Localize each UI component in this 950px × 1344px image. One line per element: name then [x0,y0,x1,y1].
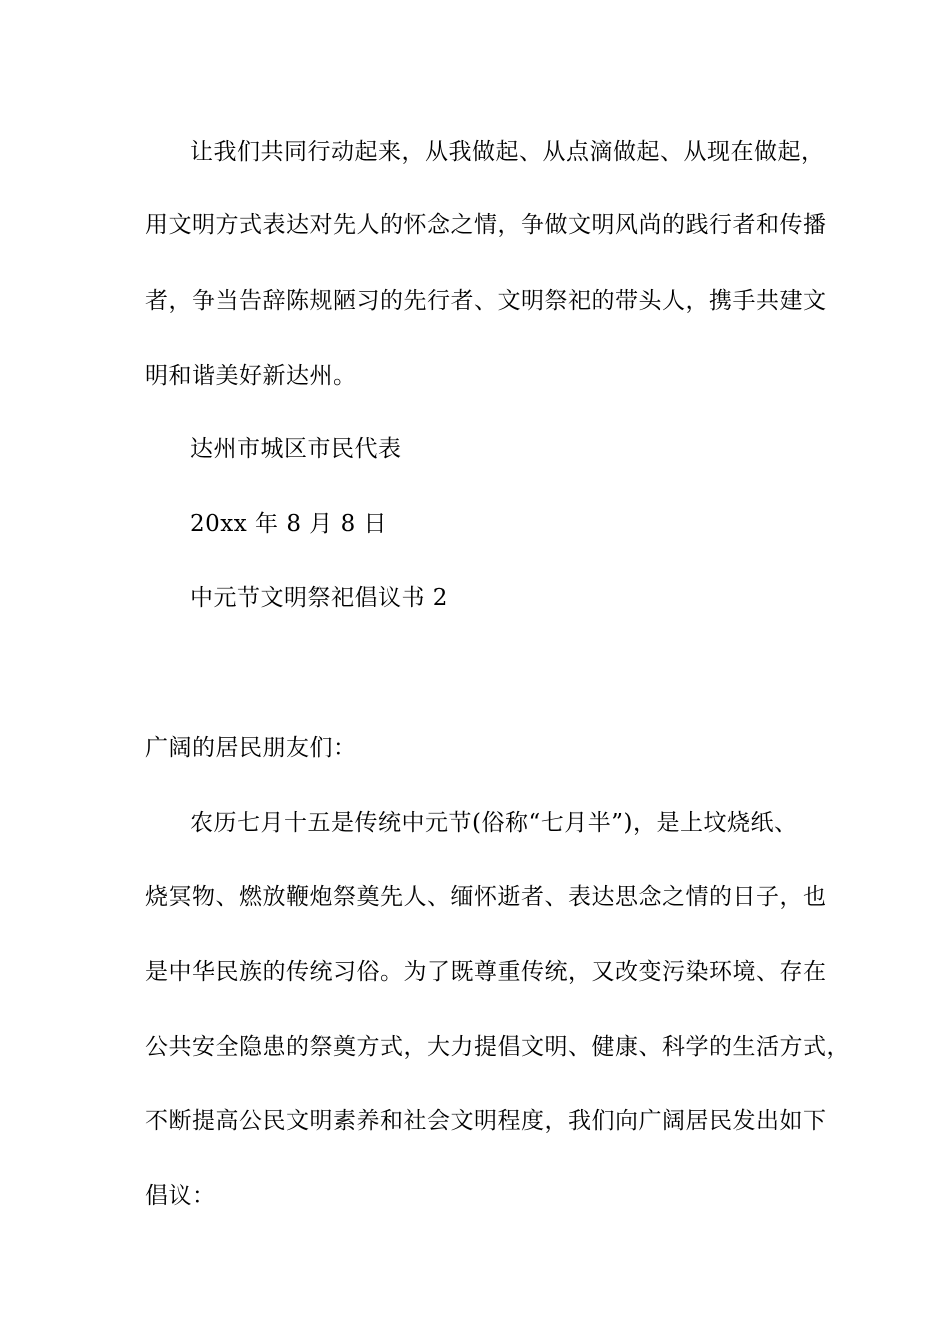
paragraph-line: 不断提高公民文明素养和社会文明程度，我们向广阔居民发出如下 [145,1108,827,1134]
paragraph-line: 明和谐美好新达州。 [145,363,357,389]
paragraph-line: 农历七月十五是传统中元节(俗称“七月半”)，是上坟烧纸、 [190,810,798,836]
date: 20xx 年 8 月 8 日 [190,511,388,537]
paragraph-line: 公共安全隐患的祭奠方式，大力提倡文明、健康、科学的生活方式， [145,1034,850,1060]
paragraph-line: 烧冥物、燃放鞭炮祭奠先人、缅怀逝者、表达思念之情的日子，也 [145,884,827,910]
paragraph-line: 让我们共同行动起来，从我做起、从点滴做起、从现在做起， [190,139,825,165]
salutation: 广阔的居民朋友们： [145,735,357,761]
paragraph-line: 者，争当告辞陈规陋习的先行者、文明祭祀的带头人，携手共建文 [145,288,827,314]
signature: 达州市城区市民代表 [190,436,402,462]
paragraph-line: 倡议： [145,1183,216,1209]
paragraph-line: 是中华民族的传统习俗。为了既尊重传统，又改变污染环境、存在 [145,959,827,985]
section-title: 中元节文明祭祀倡议书 2 [190,585,448,611]
paragraph-line: 用文明方式表达对先人的怀念之情，争做文明风尚的践行者和传播 [145,212,827,238]
